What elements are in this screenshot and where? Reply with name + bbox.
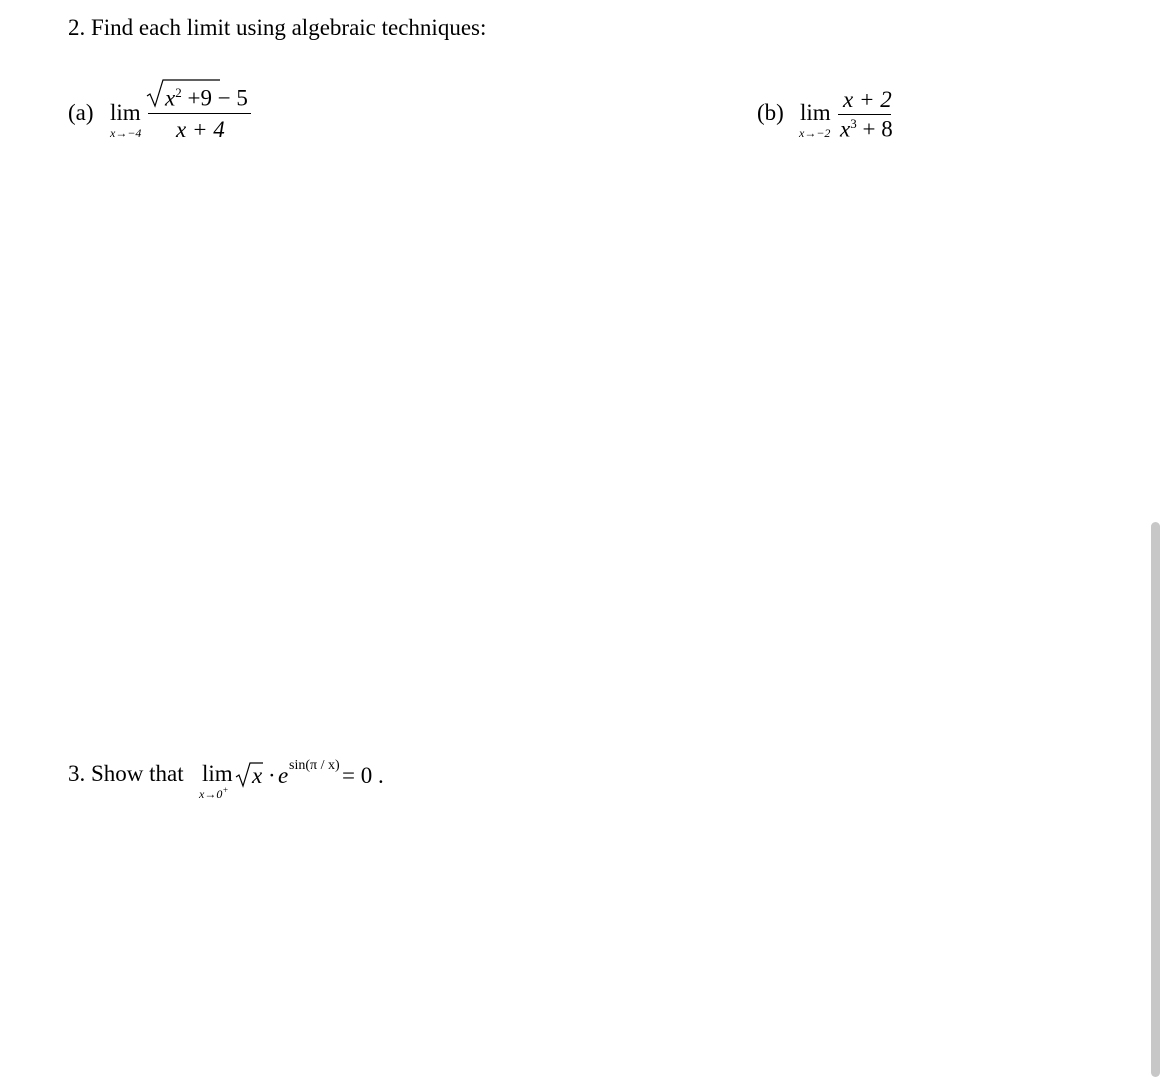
part-a-denominator: x + 4 (176, 117, 225, 142)
part-a-radicand-exp: 2 (175, 85, 182, 100)
problem-3-subscript-text: x→0 (199, 787, 223, 801)
problem-3-prefix: 3. Show that (68, 761, 184, 786)
part-a-fraction-bar (148, 113, 251, 114)
part-b-lim-subscript: x→−2 (799, 126, 831, 140)
problem-3-result: = 0 . (342, 763, 384, 788)
problem-3-lim-subscript (199, 785, 228, 802)
problem-3-dot: · (268, 763, 276, 788)
part-a-numerator-rest: − 5 (211, 85, 248, 111)
problem-3-exponent: sin(π / x) (289, 758, 340, 773)
part-a-numerator (165, 85, 248, 112)
part-b-label: (b) (757, 100, 784, 125)
part-b-denominator (840, 116, 893, 143)
problem-3-base-e: e (278, 763, 289, 788)
problem-2-heading: 2. Find each limit using algebraic techniques: (68, 15, 487, 40)
part-b-denominator-exp: 3 (850, 116, 857, 131)
part-a-radicand-rest: +9 (181, 85, 212, 111)
part-a-label: (a) (68, 100, 94, 125)
part-b-denominator-base: x (840, 116, 851, 142)
part-b-fraction-bar (838, 114, 891, 115)
vertical-scrollbar-thumb[interactable] (1151, 522, 1160, 1077)
part-a-radicand-x: x (165, 85, 176, 111)
part-b-numerator: x + 2 (843, 87, 892, 112)
problem-3-lim: lim (202, 761, 233, 786)
part-a-lim-subscript: x→−4 (110, 126, 142, 140)
problem-3-subscript-sup: + (222, 785, 229, 795)
part-a-lim: lim (110, 100, 141, 125)
part-b-denominator-rest: + 8 (856, 116, 893, 142)
part-b-lim: lim (800, 100, 831, 125)
problem-3-radicand: x (252, 763, 263, 788)
